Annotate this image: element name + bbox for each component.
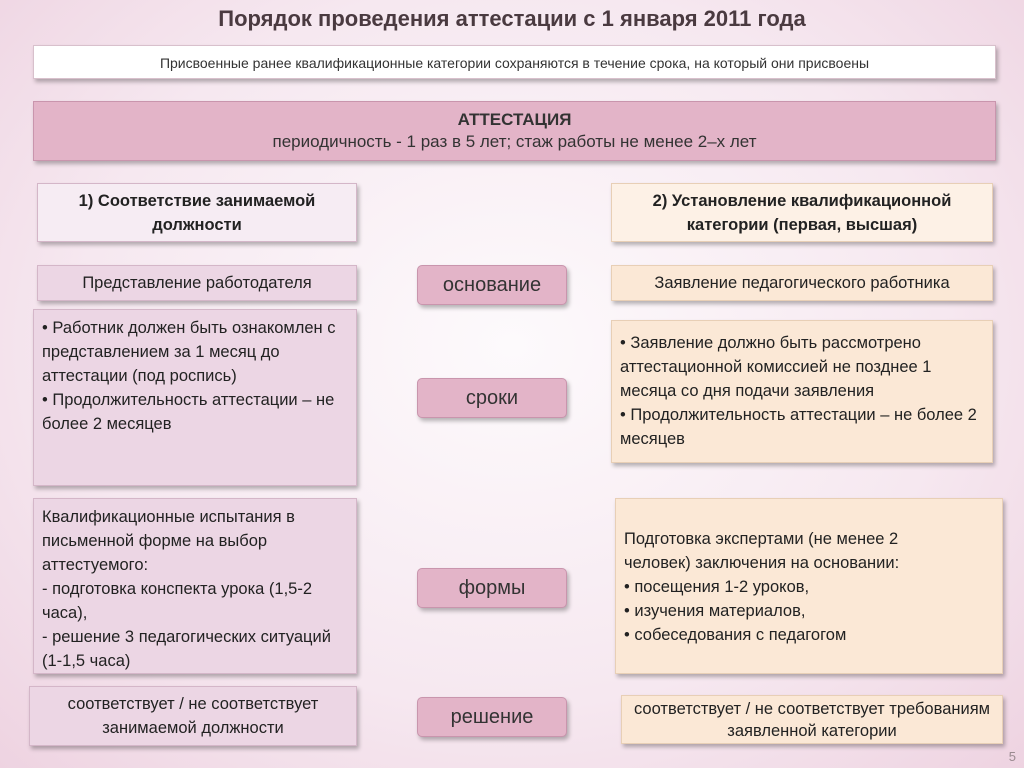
left-basis-box: [37, 265, 357, 301]
attestation-heading: АТТЕСТАЦИЯ: [457, 110, 572, 129]
left-terms-item: • Продолжительность аттестации – не более 2 месяцев: [42, 391, 335, 433]
left-decision-text: соответствует / не соответствует занимаемой должности: [67, 695, 319, 737]
left-heading: 1) Соответствие занимаемой должности: [78, 191, 316, 234]
left-terms-box: [33, 309, 357, 486]
right-forms-line: Подготовка экспертами (не менее 2 человек) заключения на основании:: [624, 530, 900, 572]
attestation-box: [33, 101, 996, 161]
left-forms-line: - подготовка конспекта урока (1,5-2 часа),: [42, 580, 313, 622]
right-heading-box: [611, 183, 993, 242]
left-forms-box: [33, 498, 357, 674]
right-forms-line: • собеседования с педагогом: [624, 626, 847, 644]
right-terms-item: • Заявление должно быть рассмотрено аттестационной комиссией не позднее 1 месяца со дня подачи заявления: [620, 334, 932, 400]
right-forms-line: • изучения материалов,: [624, 602, 806, 620]
right-terms-item: • Продолжительность аттестации – не более 2 месяцев: [620, 406, 977, 448]
forms-pill: формы: [417, 568, 567, 608]
left-forms-line: - решение 3 педагогических ситуаций (1-1,5 часа): [42, 628, 331, 670]
right-terms-box: [611, 320, 993, 463]
terms-pill: сроки: [417, 378, 567, 418]
left-heading-box: [37, 183, 357, 242]
right-basis-text: Заявление педагогического работника: [654, 274, 950, 292]
right-basis-box: [611, 265, 993, 301]
left-decision-box: [29, 686, 357, 746]
right-forms-line: • посещения 1-2 уроков,: [624, 578, 810, 596]
left-forms-line: Квалификационные испытания в письменной форме на выбор аттестуемого:: [42, 508, 295, 574]
right-decision-box: [621, 695, 1003, 744]
page-number: 5: [1008, 749, 1016, 764]
right-forms-box: [615, 498, 1003, 674]
slide-title: Порядок проведения аттестации с 1 января 2011 года: [218, 6, 806, 31]
note-box: Присвоенные ранее квалификационные категории сохраняются в течение срока, на который они присвоены: [33, 45, 996, 79]
attestation-subtitle: периодичность - 1 раз в 5 лет; стаж работы не менее 2–х лет: [272, 132, 757, 151]
basis-pill: основание: [417, 265, 567, 305]
decision-pill: решение: [417, 697, 567, 737]
left-basis-text: Представление работодателя: [82, 274, 312, 292]
right-decision-text: соответствует / не соответствует требованиям заявленной категории: [634, 699, 990, 740]
right-heading: 2) Установление квалификационной категории (первая, высшая): [652, 191, 952, 234]
left-terms-item: • Работник должен быть ознакомлен с представлением за 1 месяц до аттестации (под роспись): [42, 319, 336, 385]
